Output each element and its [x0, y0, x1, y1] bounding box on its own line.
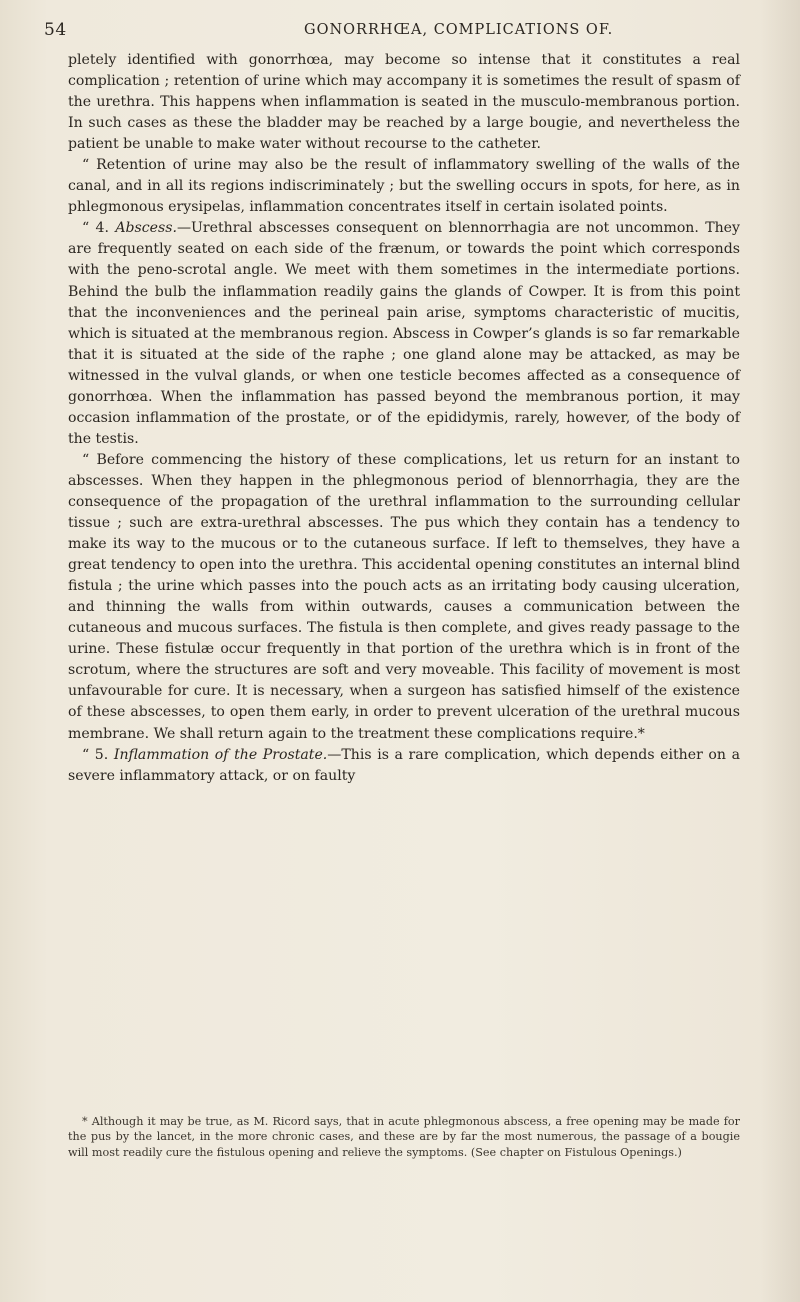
page-number: 54	[44, 20, 67, 40]
prostate-text: —This is a rare complication, which depends either on a severe inflammatory attack, or on faulty	[68, 746, 740, 784]
footnote: * Although it may be true, as M. Ricord says, that in acute phlegmonous abscess, a free opening may be made for the pus by the lancet, in the more chronic cases, and these are by far the most numerous, the passage of a bougie will most readily cure the fistulous opening and relieve the symptoms. (See chapter on Fistulous Openings.)	[68, 1115, 740, 1159]
page-edge-shadow	[760, 0, 800, 1302]
paragraph-retention: “ Retention of urine may also be the result of inflammatory swelling of the walls of the canal, and in all its regions indiscriminately ; but the swelling occurs in spots, for here, as in phlegmonous erysipelas, inflammation concentrates itself in certain isolated points.	[68, 157, 740, 216]
body-text	[68, 50, 740, 787]
paragraph-spasm: pletely identified with gonorrhœa, may become so intense that it constitutes a real complication ; retention of urine which may accompany it is sometimes the result of spasm of the urethra. This happens when inflammation is seated in the musculo-membranous portion. In such cases as these the bladder may be reached by a large bougie, and nevertheless the patient be unable to make water without recourse to the catheter.	[68, 52, 740, 153]
page-header	[44, 20, 734, 46]
abscess-heading: Abscess.	[115, 220, 177, 237]
running-head: GONORRHŒA, COMPLICATIONS OF.	[304, 22, 614, 38]
paragraph-prostate	[68, 745, 740, 787]
paragraph-before-commencing: “ Before commencing the history of these complications, let us return for an instant to abscesses. When they happen in the phlegmonous period of blennorrhagia, they are the consequence of the propagation of the urethral inflammation to the surrounding cellular tissue ; such are extra-urethral abscesses. The pus which they contain has a tendency to make its way to the mucous or to the cutaneous surface. If left to themselves, they have a great tendency to open into the urethra. This accidental opening constitutes an internal blind fistula ; the urine which passes into the pouch acts as an irritating body causing ulceration, and thinning the walls from within outwards, causes a communication between the cutaneous and mucous surfaces. The fistula is then complete, and gives ready passage to the urine. These fistulæ occur frequently in that portion of the urethra which is in front of the scrotum, where the structures are soft and very moveable. This facility of movement is most unfavourable for cure. It is necessary, when a surgeon has satisfied himself of the existence of these abscesses, to open them early, in order to prevent ulceration of the urethral mucous membrane. We shall return again to the treatment these complications require.*	[68, 451, 740, 742]
paragraph-abscess	[68, 218, 740, 450]
abscess-lead: “ 4.	[82, 220, 116, 237]
prostate-heading: Inflammation of the Prostate.	[113, 746, 328, 763]
prostate-lead: “ 5.	[82, 746, 114, 763]
abscess-text: —Urethral abscesses consequent on blennorrhagia are not uncommon. They are frequently seated on each side of the frænum, or towards the point which corresponds with the peno-scrotal angle. We meet with them sometimes in the intermediate portions. Behind the bulb the inflammation readily gains the glands of Cowper. It is from this point that the inconveniences and the perineal pain arise, symptoms characteristic of mucitis, which is situated at the membranous region. Abscess in Cowper’s glands is so far remarkable that it is situated at the side of the raphe ; one gland alone may be attacked, as may be witnessed in the vulval glands, or when one testicle becomes affected as a consequence of gonorrhœa. When the inflammation has passed beyond the membranous portion, it may occasion inflammation of the prostate, or of the epididymis, rarely, however, of the body of the testis.	[68, 220, 740, 447]
